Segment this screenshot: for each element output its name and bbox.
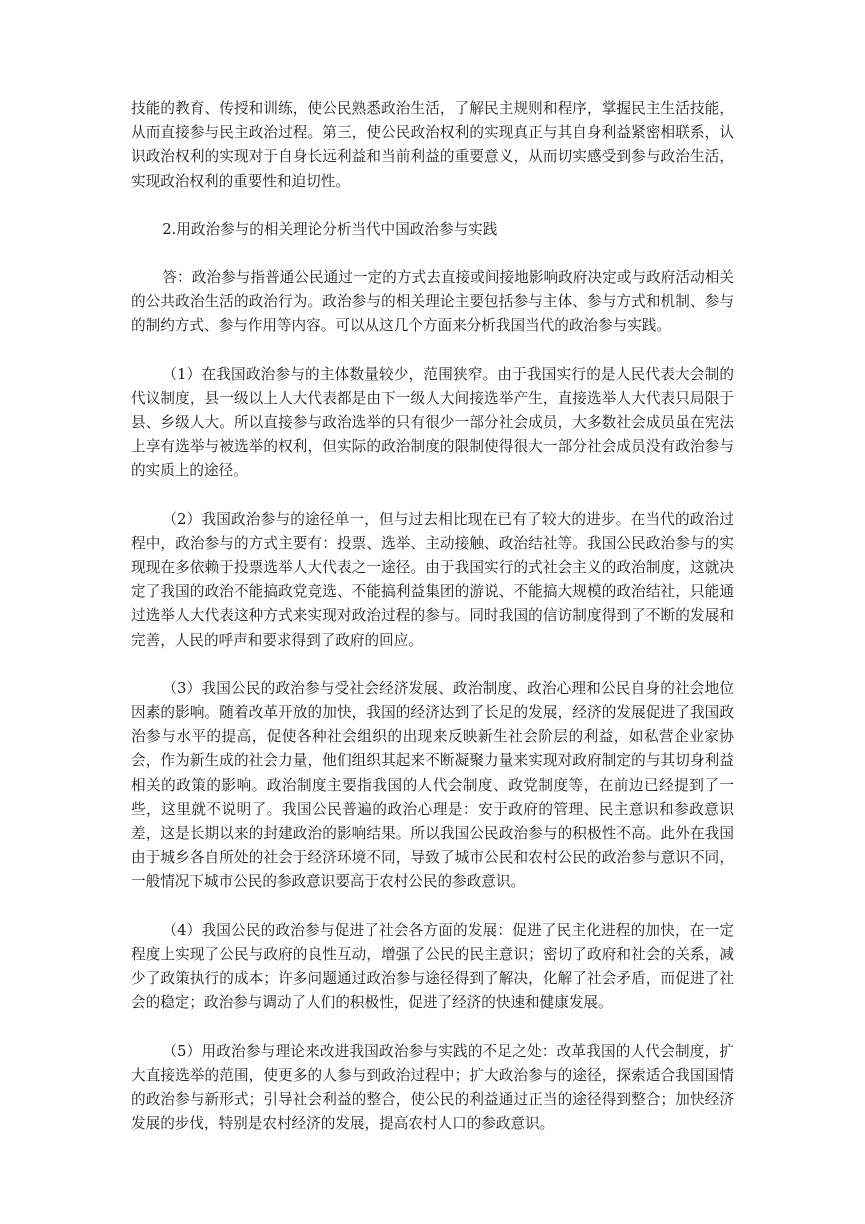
point-3-paragraph: （3）我国公民的政治参与受社会经济发展、政治制度、政治心理和公民自身的社会地位因素的影响。随着改革开放的加快，我国的经济达到了长足的发展，经济的发展促进了我国政治参与水平的提高，促使各种社会组织的出现来反映新生社会阶层的利益，如私营企业家协会，作为新生成的社会力量，他们组织其起来不断凝聚力量来实现对政府制定的与其切身利益相关的政策的影响。政治制度主要指我国的人代会制度、政党制度等，在前边已经提到了一些，这里就不说明了。我国公民普遍的政治心理是：安于政府的管理、民主意识和参政意识差，这是长期以来的封建政治的影响结果。所以我国公民政治参与的积极性不高。此外在我国由于城乡各自所处的社会于经济环境不同，导致了城市公民和农村公民的政治参与意识不同，一般情况下城市公民的参政意识要高于农村公民的参政意识。: [131, 679, 734, 891]
document-body: [131, 97, 734, 1160]
point-4-paragraph: （4）我国公民的政治参与促进了社会各方面的发展：促进了民主化进程的加快，在一定程度上实现了公民与政府的良性互动，增强了公民的民主意识；密切了政府和社会的关系，减少了政策执行的成本；许多问题通过政治参与途径得到了解决，化解了社会矛盾，而促进了社会的稳定；政治参与调动了人们的积极性，促进了经济的快速和健康发展。: [131, 921, 734, 1012]
point-2-paragraph: （2）我国政治参与的途径单一，但与过去相比现在已有了较大的进步。在当代的政治过程中，政治参与的方式主要有：投票、选举、主动接触、政治结社等。我国公民政治参与的实现现在多依赖于投票选举人大代表之一途径。由于我国实行的式社会主义的政治制度，这就决定了我国的政治不能搞政党竞选、不能搞利益集团的游说、不能搞大规模的政治结社，只能通过选举人大代表这种方式来实现对政治过程的参与。同时我国的信访制度得到了不断的发展和完善，人民的呼声和要求得到了政府的回应。: [131, 510, 734, 649]
paragraph-continued: 技能的教育、传授和训练，使公民熟悉政治生活，了解民主规则和程序，掌握民主生活技能，从而直接参与民主政治过程。第三，使公民政治权利的实现真正与其自身利益紧密相联系，认识政治权利的实现对于自身长远利益和当前利益的重要意义，从而切实感受到参与政治生活，实现政治权利的重要性和迫切性。: [131, 100, 734, 190]
point-5-paragraph: （5）用政治参与理论来改进我国政治参与实践的不足之处：改革我国的人代会制度，扩大直接选举的范围，使更多的人参与到政治过程中；扩大政治参与的途径，探索适合我国国情的政治参与新形式；引导社会利益的整合，使公民的利益通过正当的途径得到整合；加快经济发展的步伐，特别是农村经济的发展，提高农村人口的参政意识。: [131, 1042, 734, 1133]
point-1-paragraph: （1）在我国政治参与的主体数量较少，范围狭窄。由于我国实行的是人民代表大会制的代议制度，县一级以上人大代表都是由下一级人大间接选举产生，直接选举人大代表只局限于县、乡级人大。所以直接参与政治选举的只有很少一部分社会成员，大多数社会成员虽在宪法上享有选举与被选举的权利，但实际的政治制度的限制使得很大一部分社会成员没有政治参与的实质上的途径。: [131, 365, 734, 480]
section-heading: 2.用政治参与的相关理论分析当代中国政治参与实践: [162, 220, 498, 238]
answer-intro-paragraph: 答：政治参与指普通公民通过一定的方式去直接或间接地影响政府决定或与政府活动相关的公共政治生活的政治行为。政治参与的相关理论主要包括参与主体、参与方式和机制、参与的制约方式、参与作用等内容。可以从这几个方面来分析我国当代的政治参与实践。: [131, 269, 734, 335]
